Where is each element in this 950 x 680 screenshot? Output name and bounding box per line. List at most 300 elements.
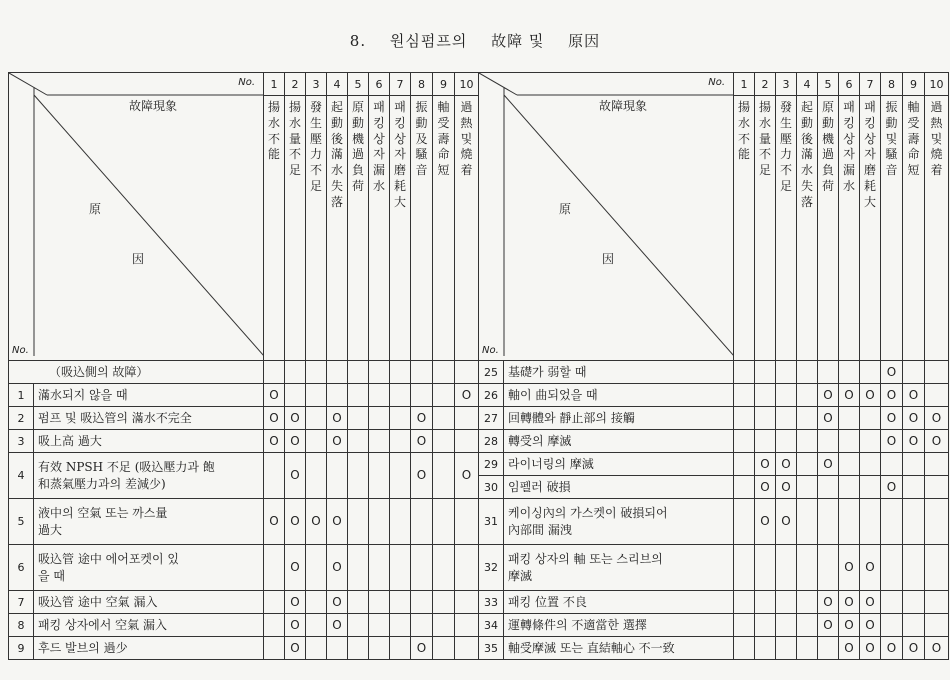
diagonal-line-short: [479, 73, 517, 95]
empty-mark-cell: [797, 361, 818, 384]
mark-cell: O: [881, 430, 903, 453]
empty-mark-cell: [925, 361, 949, 384]
left-column-number: 8: [411, 73, 433, 96]
left-table-half: [8, 72, 478, 655]
empty-mark-cell: [903, 361, 925, 384]
mark-cell: O: [839, 384, 860, 407]
empty-mark-cell: [455, 591, 479, 614]
right-column-number: 5: [818, 73, 839, 96]
empty-mark-cell: [797, 407, 818, 430]
empty-mark-cell: [881, 591, 903, 614]
row-number: 2: [9, 407, 34, 430]
empty-mark-cell: [797, 499, 818, 545]
cause-text: 回轉體와 靜止部의 接觸: [504, 407, 734, 430]
right-table-row: [479, 361, 949, 384]
empty-mark-cell: [776, 361, 797, 384]
right-column-number: 3: [776, 73, 797, 96]
empty-mark-cell: [306, 384, 327, 407]
mark-cell: O: [881, 637, 903, 660]
left-header-corner: [9, 73, 264, 361]
title-mid: 故障 및: [491, 32, 545, 50]
cause-text: 吸上高 過大: [34, 430, 264, 453]
empty-mark-cell: [839, 453, 860, 476]
empty-mark-cell: [411, 384, 433, 407]
empty-mark-cell: [818, 545, 839, 591]
left-column-number: 9: [433, 73, 455, 96]
left-fault-table: [8, 72, 479, 660]
right-table-row: [479, 591, 949, 614]
empty-mark-cell: [455, 430, 479, 453]
right-symptom-header: 原 動 機 過 負 荷: [818, 96, 839, 361]
mark-cell: O: [860, 545, 881, 591]
mark-cell: O: [881, 407, 903, 430]
row-number: 9: [9, 637, 34, 660]
left-table-row: [9, 591, 479, 614]
left-table-row: [9, 384, 479, 407]
empty-mark-cell: [264, 591, 285, 614]
empty-mark-cell: [776, 407, 797, 430]
page-title: [0, 30, 950, 51]
empty-mark-cell: [455, 361, 479, 384]
mark-cell: O: [776, 453, 797, 476]
mark-cell: O: [327, 407, 348, 430]
left-symptom-header: 原 動 機 過 負 荷: [348, 96, 369, 361]
empty-mark-cell: [839, 407, 860, 430]
mark-cell: O: [455, 453, 479, 499]
empty-mark-cell: [903, 545, 925, 591]
empty-mark-cell: [348, 430, 369, 453]
empty-mark-cell: [390, 637, 411, 660]
right-symptom-header: 發 生 壓 力 不 足: [776, 96, 797, 361]
mark-cell: O: [264, 430, 285, 453]
empty-mark-cell: [369, 384, 390, 407]
mark-cell: O: [411, 453, 433, 499]
empty-mark-cell: [348, 545, 369, 591]
mark-cell: O: [285, 430, 306, 453]
right-column-number: 6: [839, 73, 860, 96]
empty-mark-cell: [903, 591, 925, 614]
empty-mark-cell: [860, 453, 881, 476]
empty-mark-cell: [755, 614, 776, 637]
header-row-no-label: No.: [12, 345, 29, 356]
left-header-number-row: [9, 73, 479, 96]
header-symptom-label: 故障現象: [599, 99, 648, 113]
empty-mark-cell: [755, 545, 776, 591]
empty-mark-cell: [306, 430, 327, 453]
right-table-row: [479, 384, 949, 407]
header-symptom-label: 故障現象: [129, 99, 178, 113]
left-table-row: [9, 430, 479, 453]
cause-text: 滿水되지 않을 때: [34, 384, 264, 407]
empty-mark-cell: [860, 430, 881, 453]
right-symptom-header: 過 熱 및 燒 着: [925, 96, 949, 361]
left-column-number: 5: [348, 73, 369, 96]
empty-mark-cell: [797, 637, 818, 660]
right-table-row: [479, 545, 949, 591]
empty-mark-cell: [327, 361, 348, 384]
empty-mark-cell: [411, 545, 433, 591]
empty-mark-cell: [881, 545, 903, 591]
mark-cell: O: [755, 499, 776, 545]
empty-mark-cell: [755, 407, 776, 430]
empty-mark-cell: [925, 614, 949, 637]
mark-cell: O: [818, 591, 839, 614]
row-number: 35: [479, 637, 504, 660]
cause-text: 軸이 曲되었을 때: [504, 384, 734, 407]
empty-mark-cell: [390, 545, 411, 591]
empty-mark-cell: [306, 614, 327, 637]
empty-mark-cell: [734, 499, 755, 545]
empty-mark-cell: [797, 430, 818, 453]
empty-mark-cell: [433, 545, 455, 591]
empty-mark-cell: [264, 637, 285, 660]
empty-mark-cell: [390, 591, 411, 614]
diagonal-line-long: [34, 95, 264, 356]
empty-mark-cell: [348, 591, 369, 614]
right-table-row: [479, 476, 949, 499]
mark-cell: O: [285, 499, 306, 545]
row-number: 1: [9, 384, 34, 407]
cause-text: 후드 발브의 過少: [34, 637, 264, 660]
empty-mark-cell: [455, 545, 479, 591]
row-number: 30: [479, 476, 504, 499]
row-number: 29: [479, 453, 504, 476]
right-column-number: 7: [860, 73, 881, 96]
empty-mark-cell: [755, 430, 776, 453]
mark-cell: O: [285, 453, 306, 499]
mark-cell: O: [860, 614, 881, 637]
mark-cell: O: [818, 384, 839, 407]
mark-cell: O: [455, 384, 479, 407]
empty-mark-cell: [734, 453, 755, 476]
cause-text: 軸受摩滅 또는 直結軸心 不一致: [504, 637, 734, 660]
right-symptom-header: 軸 受 壽 命 短: [903, 96, 925, 361]
empty-mark-cell: [797, 545, 818, 591]
empty-mark-cell: [881, 453, 903, 476]
empty-mark-cell: [306, 591, 327, 614]
cause-text: 有效 NPSH 不足 (吸込壓力과 飽 和蒸氣壓力과의 差減少): [34, 453, 264, 499]
empty-mark-cell: [860, 361, 881, 384]
empty-mark-cell: [839, 361, 860, 384]
empty-mark-cell: [369, 637, 390, 660]
empty-mark-cell: [797, 384, 818, 407]
empty-mark-cell: [411, 591, 433, 614]
mark-cell: O: [860, 384, 881, 407]
empty-mark-cell: [348, 453, 369, 499]
corner-diagonal-lines: [9, 73, 264, 356]
right-table-row: [479, 407, 949, 430]
right-header-number-row: [479, 73, 949, 96]
right-table-row: [479, 614, 949, 637]
row-number: 26: [479, 384, 504, 407]
mark-cell: O: [411, 407, 433, 430]
empty-mark-cell: [860, 407, 881, 430]
left-symptom-header: 起 動 後 滿 水 失 落: [327, 96, 348, 361]
mark-cell: O: [776, 499, 797, 545]
empty-mark-cell: [285, 384, 306, 407]
empty-mark-cell: [734, 361, 755, 384]
empty-mark-cell: [818, 361, 839, 384]
mark-cell: O: [327, 591, 348, 614]
left-symptom-header: 揚 水 不 能: [264, 96, 285, 361]
mark-cell: O: [860, 591, 881, 614]
mark-cell: O: [285, 407, 306, 430]
mark-cell: O: [264, 499, 285, 545]
cause-text: 라이너링의 摩滅: [504, 453, 734, 476]
empty-mark-cell: [369, 614, 390, 637]
cause-text: 液中의 空氣 또는 까스量 過大: [34, 499, 264, 545]
mark-cell: O: [327, 614, 348, 637]
mark-cell: O: [881, 361, 903, 384]
empty-mark-cell: [306, 637, 327, 660]
row-number: 7: [9, 591, 34, 614]
row-number: 6: [9, 545, 34, 591]
empty-mark-cell: [264, 453, 285, 499]
mark-cell: O: [327, 499, 348, 545]
mark-cell: O: [285, 614, 306, 637]
empty-mark-cell: [411, 499, 433, 545]
left-column-number: 6: [369, 73, 390, 96]
empty-mark-cell: [734, 407, 755, 430]
header-cause-char-2: 因: [132, 252, 145, 266]
empty-mark-cell: [264, 614, 285, 637]
mark-cell: O: [881, 476, 903, 499]
empty-mark-cell: [306, 545, 327, 591]
mark-cell: O: [839, 591, 860, 614]
empty-mark-cell: [925, 384, 949, 407]
mark-cell: O: [264, 384, 285, 407]
empty-mark-cell: [369, 430, 390, 453]
empty-mark-cell: [839, 430, 860, 453]
empty-mark-cell: [348, 614, 369, 637]
right-table-row: [479, 637, 949, 660]
empty-mark-cell: [390, 361, 411, 384]
left-column-number: 3: [306, 73, 327, 96]
empty-mark-cell: [306, 361, 327, 384]
right-header-corner: [479, 73, 734, 361]
mark-cell: O: [839, 614, 860, 637]
empty-mark-cell: [776, 591, 797, 614]
empty-mark-cell: [369, 453, 390, 499]
empty-mark-cell: [455, 407, 479, 430]
right-symptom-header: 패 킹 상 자 漏 水: [839, 96, 860, 361]
empty-mark-cell: [734, 384, 755, 407]
empty-mark-cell: [839, 476, 860, 499]
right-column-number: 4: [797, 73, 818, 96]
title-end: 原因: [568, 32, 601, 50]
cause-text: 임펠러 破損: [504, 476, 734, 499]
empty-mark-cell: [433, 407, 455, 430]
right-column-number: 10: [925, 73, 949, 96]
empty-mark-cell: [433, 637, 455, 660]
section-title: （吸込側의 故障）: [9, 361, 264, 384]
left-table-row: [9, 453, 479, 499]
empty-mark-cell: [369, 407, 390, 430]
empty-mark-cell: [433, 591, 455, 614]
empty-mark-cell: [455, 499, 479, 545]
left-column-number: 2: [285, 73, 306, 96]
empty-mark-cell: [390, 430, 411, 453]
left-symptom-header: 揚 水 量 不 足: [285, 96, 306, 361]
left-table-row: [9, 545, 479, 591]
empty-mark-cell: [755, 384, 776, 407]
row-number: 32: [479, 545, 504, 591]
mark-cell: O: [411, 637, 433, 660]
empty-mark-cell: [433, 453, 455, 499]
empty-mark-cell: [776, 637, 797, 660]
row-number: 8: [9, 614, 34, 637]
empty-mark-cell: [348, 637, 369, 660]
empty-mark-cell: [411, 614, 433, 637]
mark-cell: O: [881, 384, 903, 407]
mark-cell: O: [903, 637, 925, 660]
mark-cell: O: [285, 545, 306, 591]
empty-mark-cell: [776, 545, 797, 591]
left-table-row: [9, 407, 479, 430]
row-number: 5: [9, 499, 34, 545]
mark-cell: O: [839, 637, 860, 660]
empty-mark-cell: [348, 407, 369, 430]
left-symptom-header: 振 動 及 騷 音: [411, 96, 433, 361]
right-symptom-header: 揚 水 量 不 足: [755, 96, 776, 361]
empty-mark-cell: [818, 499, 839, 545]
empty-mark-cell: [369, 499, 390, 545]
empty-mark-cell: [390, 453, 411, 499]
header-cause-char-2: 因: [602, 252, 615, 266]
right-column-number: 1: [734, 73, 755, 96]
empty-mark-cell: [903, 614, 925, 637]
empty-mark-cell: [925, 453, 949, 476]
empty-mark-cell: [348, 499, 369, 545]
empty-mark-cell: [327, 637, 348, 660]
mark-cell: O: [818, 407, 839, 430]
empty-mark-cell: [433, 430, 455, 453]
empty-mark-cell: [455, 637, 479, 660]
empty-mark-cell: [264, 545, 285, 591]
mark-cell: O: [327, 545, 348, 591]
cause-text: 패킹 상자에서 空氣 漏入: [34, 614, 264, 637]
cause-text: 펌프 및 吸込管의 滿水不完全: [34, 407, 264, 430]
cause-text: 吸込管 途中 에어포켓이 있 을 때: [34, 545, 264, 591]
mark-cell: O: [925, 430, 949, 453]
empty-mark-cell: [390, 499, 411, 545]
empty-mark-cell: [776, 430, 797, 453]
empty-mark-cell: [734, 637, 755, 660]
right-column-number: 9: [903, 73, 925, 96]
right-fault-table: [478, 72, 949, 660]
mark-cell: O: [818, 453, 839, 476]
mark-cell: O: [306, 499, 327, 545]
empty-mark-cell: [390, 407, 411, 430]
empty-mark-cell: [327, 453, 348, 499]
header-row-no-label: No.: [482, 345, 499, 356]
empty-mark-cell: [797, 453, 818, 476]
right-symptom-header: 패 킹 상 자 磨 耗 大: [860, 96, 881, 361]
empty-mark-cell: [797, 591, 818, 614]
cause-text: 運轉條件의 不適當한 選擇: [504, 614, 734, 637]
empty-mark-cell: [734, 430, 755, 453]
empty-mark-cell: [348, 361, 369, 384]
right-table-row: [479, 499, 949, 545]
left-symptom-header: 패 킹 상 자 磨 耗 大: [390, 96, 411, 361]
left-column-number: 10: [455, 73, 479, 96]
cause-text: 吸込管 途中 空氣 漏入: [34, 591, 264, 614]
right-symptom-header: 振 動 및 騷 音: [881, 96, 903, 361]
empty-mark-cell: [348, 384, 369, 407]
empty-mark-cell: [797, 614, 818, 637]
left-column-number: 7: [390, 73, 411, 96]
empty-mark-cell: [433, 361, 455, 384]
row-number: 28: [479, 430, 504, 453]
left-table-row: [9, 499, 479, 545]
empty-mark-cell: [797, 476, 818, 499]
mark-cell: O: [818, 614, 839, 637]
left-symptom-header: 發 生 壓 力 不 足: [306, 96, 327, 361]
right-column-number: 8: [881, 73, 903, 96]
right-table-row: [479, 453, 949, 476]
empty-mark-cell: [818, 430, 839, 453]
row-number: 3: [9, 430, 34, 453]
empty-mark-cell: [455, 614, 479, 637]
empty-mark-cell: [327, 384, 348, 407]
mark-cell: O: [411, 430, 433, 453]
mark-cell: O: [755, 476, 776, 499]
empty-mark-cell: [433, 499, 455, 545]
empty-mark-cell: [925, 591, 949, 614]
empty-mark-cell: [818, 637, 839, 660]
cause-text: 基礎가 弱할 때: [504, 361, 734, 384]
empty-mark-cell: [433, 384, 455, 407]
empty-mark-cell: [369, 591, 390, 614]
empty-mark-cell: [285, 361, 306, 384]
empty-mark-cell: [755, 637, 776, 660]
diagonal-line-long: [504, 95, 734, 356]
empty-mark-cell: [369, 361, 390, 384]
left-symptom-header: 過 熱 및 燒 着: [455, 96, 479, 361]
cause-text: 패킹 位置 不良: [504, 591, 734, 614]
empty-mark-cell: [925, 476, 949, 499]
left-table-row: [9, 637, 479, 660]
mark-cell: O: [285, 591, 306, 614]
mark-cell: O: [903, 430, 925, 453]
empty-mark-cell: [776, 384, 797, 407]
header-no-label: No.: [238, 77, 255, 88]
empty-mark-cell: [755, 361, 776, 384]
mark-cell: O: [776, 476, 797, 499]
empty-mark-cell: [755, 591, 776, 614]
right-column-number: 2: [755, 73, 776, 96]
mark-cell: O: [327, 430, 348, 453]
header-cause-char-1: 原: [89, 202, 102, 216]
title-main: 원심펌프의: [389, 32, 468, 50]
right-table-half: [478, 72, 948, 655]
empty-mark-cell: [818, 476, 839, 499]
empty-mark-cell: [903, 499, 925, 545]
right-symptom-header: 起 動 後 滿 水 失 落: [797, 96, 818, 361]
mark-cell: O: [903, 407, 925, 430]
empty-mark-cell: [903, 476, 925, 499]
mark-cell: O: [285, 637, 306, 660]
empty-mark-cell: [925, 499, 949, 545]
binding-gutter: [0, 95, 5, 535]
row-number: 25: [479, 361, 504, 384]
corner-diagonal-lines: [479, 73, 734, 356]
empty-mark-cell: [734, 476, 755, 499]
empty-mark-cell: [390, 384, 411, 407]
empty-mark-cell: [390, 614, 411, 637]
row-number: 27: [479, 407, 504, 430]
right-symptom-header: 揚 水 不 能: [734, 96, 755, 361]
